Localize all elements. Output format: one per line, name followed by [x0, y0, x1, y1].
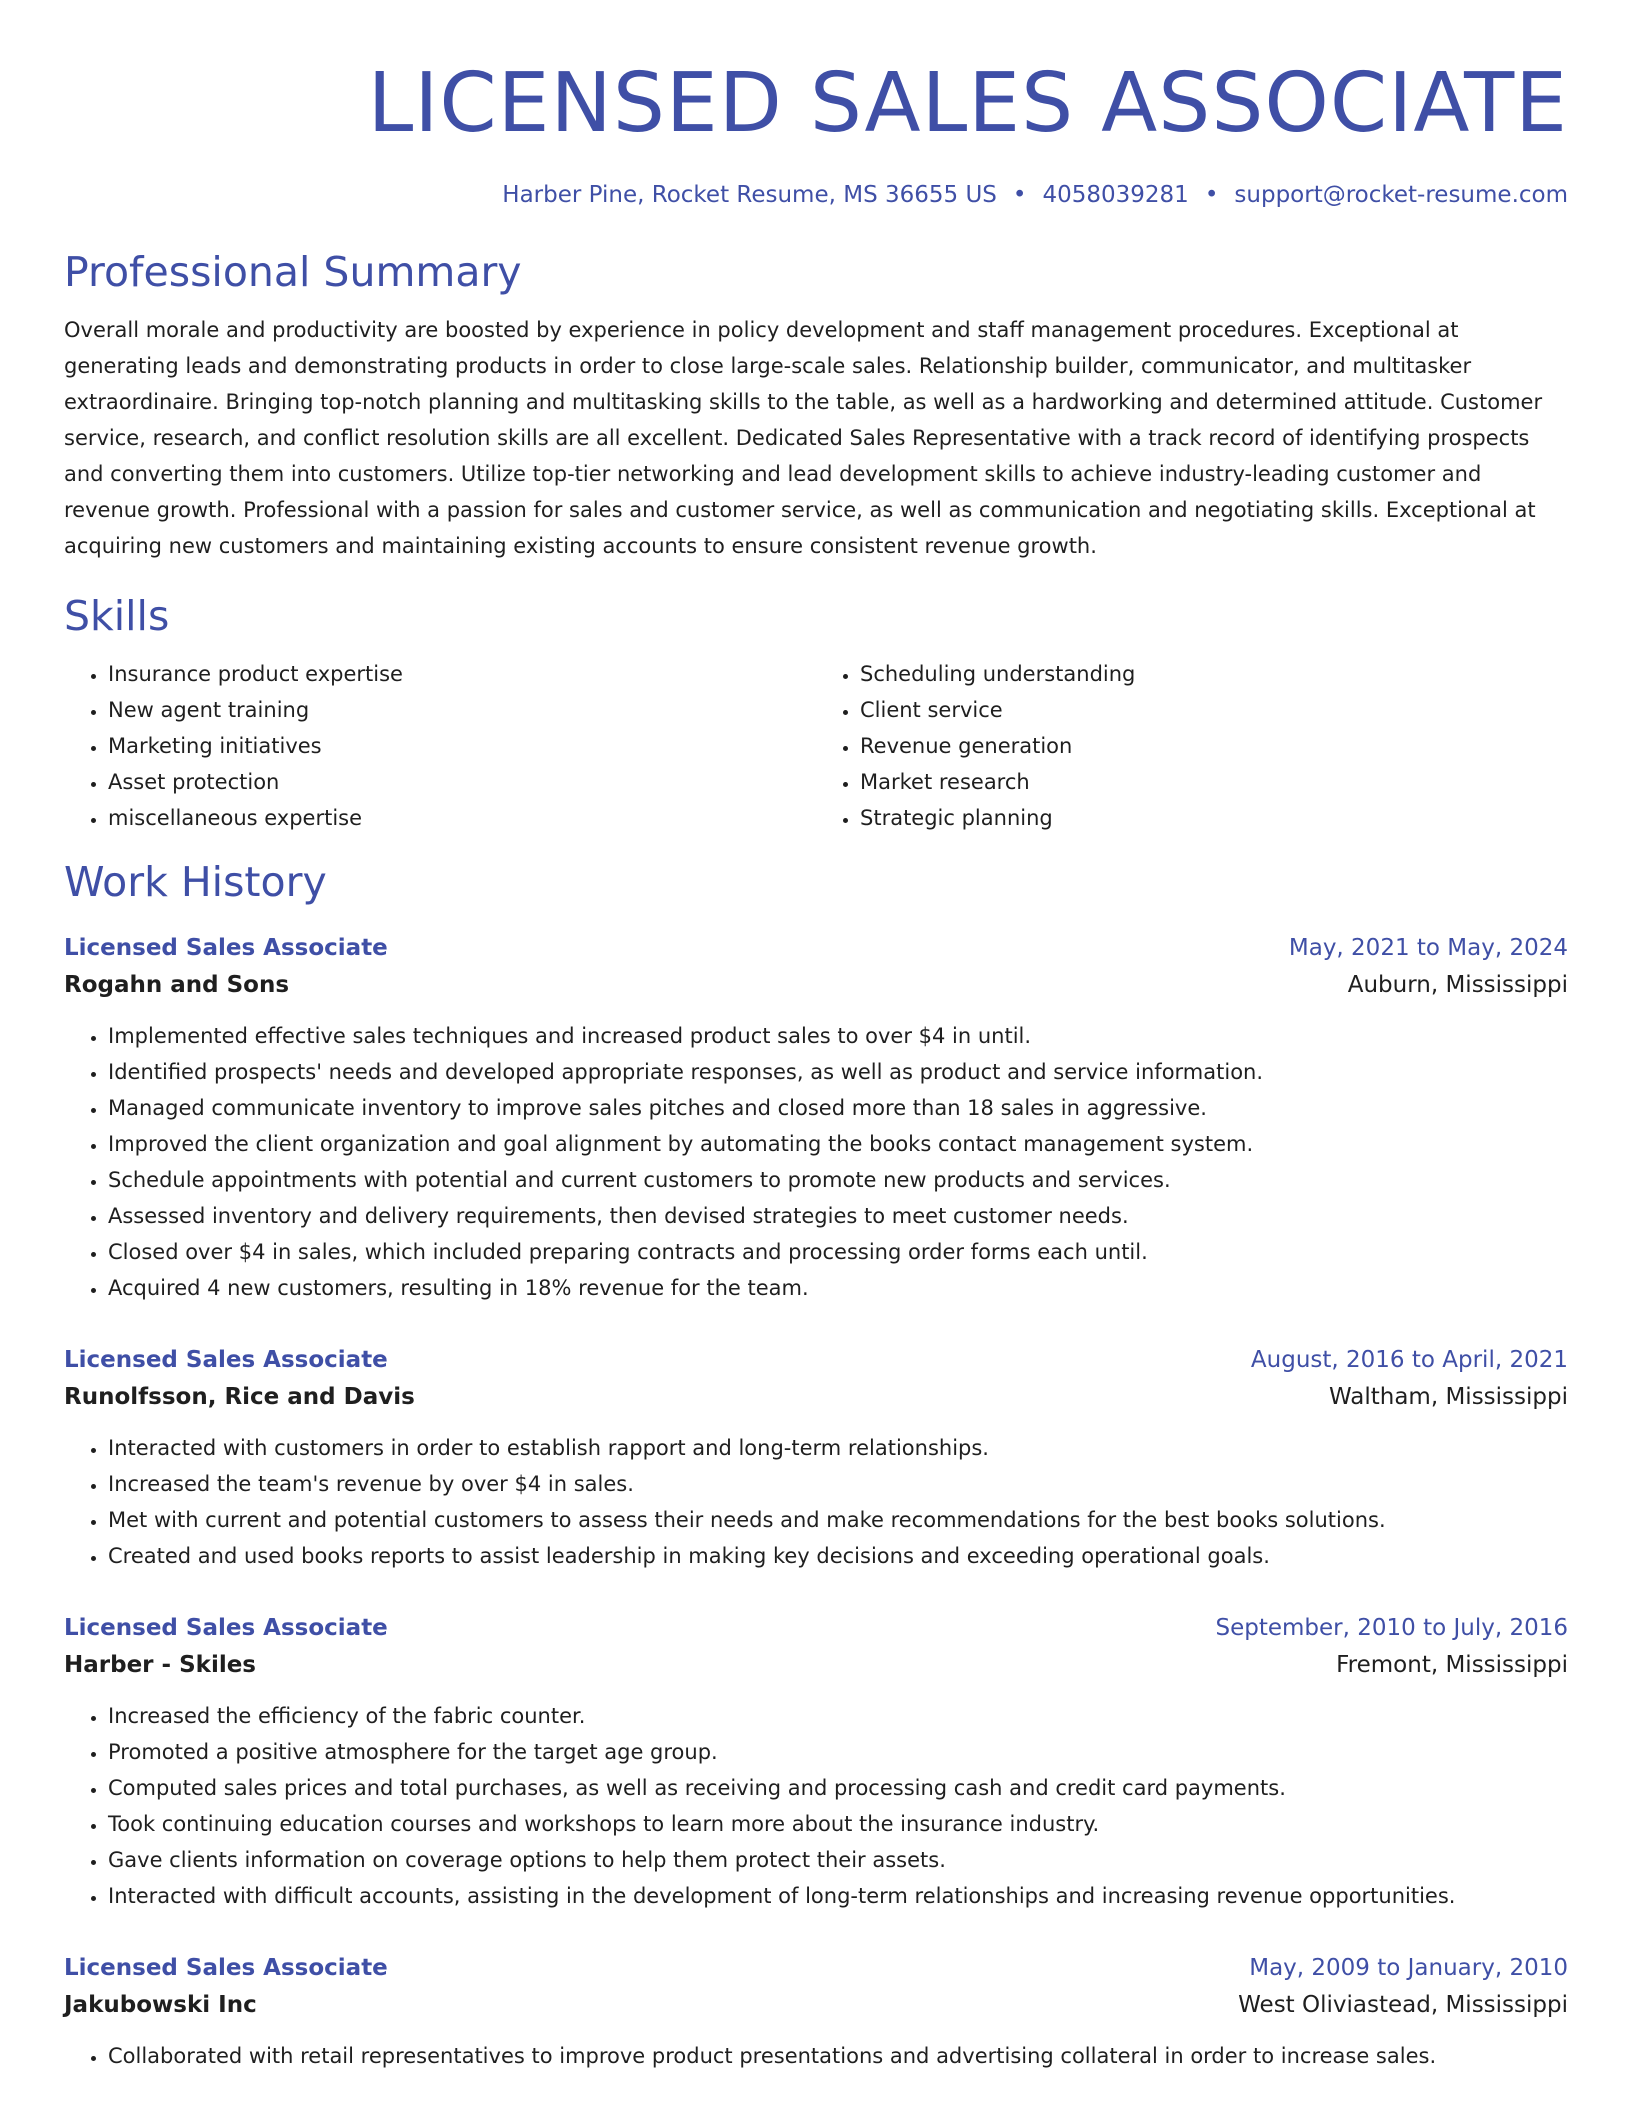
- contact-separator: •: [1012, 182, 1027, 208]
- job-duty-item: • Took continuing education courses and workshops to learn more about the insurance industry.: [108, 1806, 1568, 1842]
- summary-heading: Professional Summary: [64, 248, 522, 296]
- job-duties: [64, 2038, 1568, 2074]
- resume-page: [64, 0, 1568, 2074]
- job-duties: [64, 1018, 1568, 1306]
- resume-name: LICENSED SALES ASSOCIATE: [367, 56, 1568, 151]
- contact-phone: 4058039281: [1042, 182, 1189, 208]
- contact-line: [64, 180, 1568, 210]
- contact-email[interactable]: support@rocket-resume.com: [1234, 182, 1568, 208]
- job-entry: [64, 1342, 1568, 1574]
- skill-item: • miscellaneous expertise: [108, 800, 816, 836]
- job-location: Waltham, Mississippi: [1328, 1384, 1568, 1410]
- work-history-heading: Work History: [64, 858, 327, 906]
- job-duty-item: • Identified prospects' needs and developed appropriate responses, as well as product and service information.: [108, 1054, 1568, 1090]
- job-duty-item: • Gave clients information on coverage options to help them protect their assets.: [108, 1842, 1568, 1878]
- skill-item: • Asset protection: [108, 764, 816, 800]
- job-location: Fremont, Mississippi: [1336, 1652, 1568, 1678]
- skills-heading: Skills: [64, 592, 170, 640]
- job-duty-item: • Computed sales prices and total purchases, as well as receiving and processing cash and credit card payments.: [108, 1770, 1568, 1806]
- skill-item: • Marketing initiatives: [108, 728, 816, 764]
- skill-item: • New agent training: [108, 692, 816, 728]
- job-duty-item: • Schedule appointments with potential and current customers to promote new products and services.: [108, 1162, 1568, 1198]
- skill-item: • Client service: [860, 692, 1568, 728]
- job-duty-item: • Interacted with difficult accounts, assisting in the development of long-term relationships and increasing revenue opportunities.: [108, 1878, 1568, 1914]
- job-duty-item: • Implemented effective sales techniques and increased product sales to over $4 in until.: [108, 1018, 1568, 1054]
- job-dates: August, 2016 to April, 2021: [1250, 1347, 1568, 1373]
- job-duties: [64, 1430, 1568, 1574]
- job-duty-item: • Collaborated with retail representatives to improve product presentations and advertising collateral in order to increase sales.: [108, 2038, 1568, 2074]
- skill-item: • Insurance product expertise: [108, 656, 816, 692]
- job-duty-item: • Interacted with customers in order to establish rapport and long-term relationships.: [108, 1430, 1568, 1466]
- job-duty-item: • Met with current and potential customers to assess their needs and make recommendations for the best books solutions.: [108, 1502, 1568, 1538]
- job-company: Jakubowski Inc: [64, 1992, 257, 2018]
- job-duty-item: • Increased the team's revenue by over $4 in sales.: [108, 1466, 1568, 1502]
- job-location: Auburn, Mississippi: [1347, 972, 1568, 998]
- job-entry: [64, 930, 1568, 1306]
- summary-text: Overall morale and productivity are boosted by experience in policy development and staff management procedures. Exceptional at generating leads and demonstrating products in order to close large-scale sales. Relationship builder, communicator, and multitasker extraordinaire. Bringing top-notch planning and multitasking skills to the table, as well as a hardworking and determined attitude. Customer service, research, and conflict resolution skills are all excellent. Dedicated Sales Representative with a track record of identifying prospects and converting them into customers. Utilize top-tier networking and lead development skills to achieve industry-leading customer and revenue growth. Professional with a passion for sales and customer service, as well as communication and negotiating skills. Exceptional at acquiring new customers and maintaining existing accounts to ensure consistent revenue growth.: [64, 318, 1543, 558]
- job-dates: September, 2010 to July, 2016: [1215, 1615, 1568, 1641]
- skills-column-right: [816, 656, 1568, 836]
- job-dates: May, 2009 to January, 2010: [1249, 1955, 1568, 1981]
- job-title: Licensed Sales Associate: [64, 935, 388, 961]
- job-entry: [64, 1950, 1568, 2074]
- job-duty-item: • Closed over $4 in sales, which included preparing contracts and processing order forms each until.: [108, 1234, 1568, 1270]
- job-company: Harber - Skiles: [64, 1652, 256, 1678]
- job-company: Runolfsson, Rice and Davis: [64, 1384, 415, 1410]
- job-duty-item: • Promoted a positive atmosphere for the target age group.: [108, 1734, 1568, 1770]
- contact-separator: •: [1204, 182, 1219, 208]
- skills-column-left: [64, 656, 816, 836]
- job-title: Licensed Sales Associate: [64, 1347, 388, 1373]
- job-duties: [64, 1698, 1568, 1914]
- skills-list: [64, 656, 1568, 836]
- skill-item: • Market research: [860, 764, 1568, 800]
- job-duty-item: • Created and used books reports to assist leadership in making key decisions and exceeding operational goals.: [108, 1538, 1568, 1574]
- job-duty-item: • Acquired 4 new customers, resulting in 18% revenue for the team.: [108, 1270, 1568, 1306]
- job-duty-item: • Increased the efficiency of the fabric counter.: [108, 1698, 1568, 1734]
- skill-item: • Scheduling understanding: [860, 656, 1568, 692]
- job-entry: [64, 1610, 1568, 1914]
- job-title: Licensed Sales Associate: [64, 1615, 388, 1641]
- contact-address: Harber Pine, Rocket Resume, MS 36655 US: [502, 182, 997, 208]
- job-company: Rogahn and Sons: [64, 972, 290, 998]
- job-duty-item: • Managed communicate inventory to improve sales pitches and closed more than 18 sales in aggressive.: [108, 1090, 1568, 1126]
- job-duty-item: • Assessed inventory and delivery requirements, then devised strategies to meet customer needs.: [108, 1198, 1568, 1234]
- job-duty-item: • Improved the client organization and goal alignment by automating the books contact management system.: [108, 1126, 1568, 1162]
- job-location: West Oliviastead, Mississippi: [1238, 1992, 1568, 2018]
- job-dates: May, 2021 to May, 2024: [1288, 935, 1568, 961]
- job-title: Licensed Sales Associate: [64, 1955, 388, 1981]
- skill-item: • Revenue generation: [860, 728, 1568, 764]
- skill-item: • Strategic planning: [860, 800, 1568, 836]
